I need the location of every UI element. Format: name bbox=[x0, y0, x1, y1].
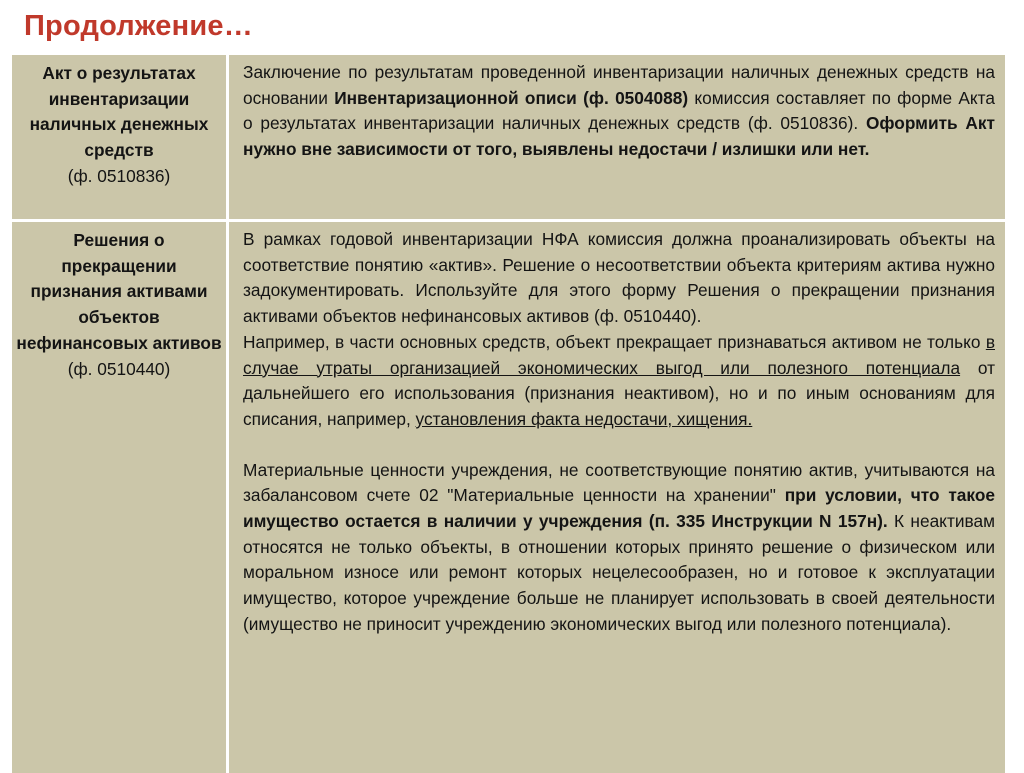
text-span: Например, в части основных средств, объект прекращает признаваться активом не только bbox=[243, 331, 986, 352]
form-code: (ф. 0510440) bbox=[67, 358, 171, 379]
table-row bbox=[12, 55, 1005, 222]
form-code: (ф. 0510836) bbox=[67, 165, 171, 186]
text-span: Заключение по результатам проведенной инвентаризации наличных денежных средств на основании bbox=[243, 62, 995, 108]
description-cell bbox=[229, 222, 1005, 773]
description-paragraph bbox=[243, 60, 995, 163]
description-paragraph bbox=[243, 330, 995, 433]
description-paragraph bbox=[243, 458, 995, 638]
term-label: Акт о результатах инвентаризации наличных денежных средств bbox=[29, 63, 209, 161]
slide-title: Продолжение… bbox=[24, 10, 253, 42]
text-span: Материальные ценности учреждения, не соответствующие понятию актив, учитываются на забалансовом счете 02 "Материальные ценности на хранении" bbox=[243, 459, 995, 506]
description-cell bbox=[229, 55, 1005, 222]
table-row bbox=[12, 222, 1005, 773]
paragraph-gap bbox=[243, 433, 995, 458]
bold-text: Инвентаризационной описи (ф. 0504088) bbox=[334, 87, 689, 108]
term-cell bbox=[12, 222, 229, 773]
text-span: от дальнейшего его использования (признания неактивом), но и по иным основаниям для списания, например, bbox=[243, 357, 995, 429]
text-span: К неактивам относятся не только объекты, в отношении которых принято решение о физическом или моральном износе или ремонт которых нецелесообразен, но и готовое к эксплуатации имущество, которое учреждение больше не планирует использовать в своей деятельности (имущество не приносит учреждению экономических выгод или полезного потенциала). bbox=[243, 511, 995, 634]
underlined-text: установления факта недостачи, хищения. bbox=[415, 408, 753, 429]
description-paragraph: В рамках годовой инвентаризации НФА комиссия должна проанализировать объекты на соответствие понятию «актив». Решение о несоответствии объекта критериям актива нужно задокументировать. Используйте для этого форму Решения о прекращении признания активами объектов нефинансовых активов (ф. 0510440). bbox=[243, 229, 995, 327]
text-span: комиссия составляет по форме Акта о результатах инвентаризации наличных денежных средств (ф. 0510836). bbox=[243, 87, 996, 134]
term-label: Решения о прекращении признания активами объектов нефинансовых активов bbox=[16, 230, 222, 353]
term-cell bbox=[12, 55, 229, 222]
bold-text: при условии, что такое имущество остается в наличии у учреждения (п. 335 Инструкции N 157н). bbox=[243, 485, 995, 532]
underlined-text: в случае утраты организацией экономических выгод или полезного потенциала bbox=[243, 331, 995, 378]
bold-text: Оформить Акт нужно вне зависимости от того, выявлены недостачи / излишки или нет. bbox=[243, 113, 996, 160]
content-table bbox=[12, 55, 1005, 773]
